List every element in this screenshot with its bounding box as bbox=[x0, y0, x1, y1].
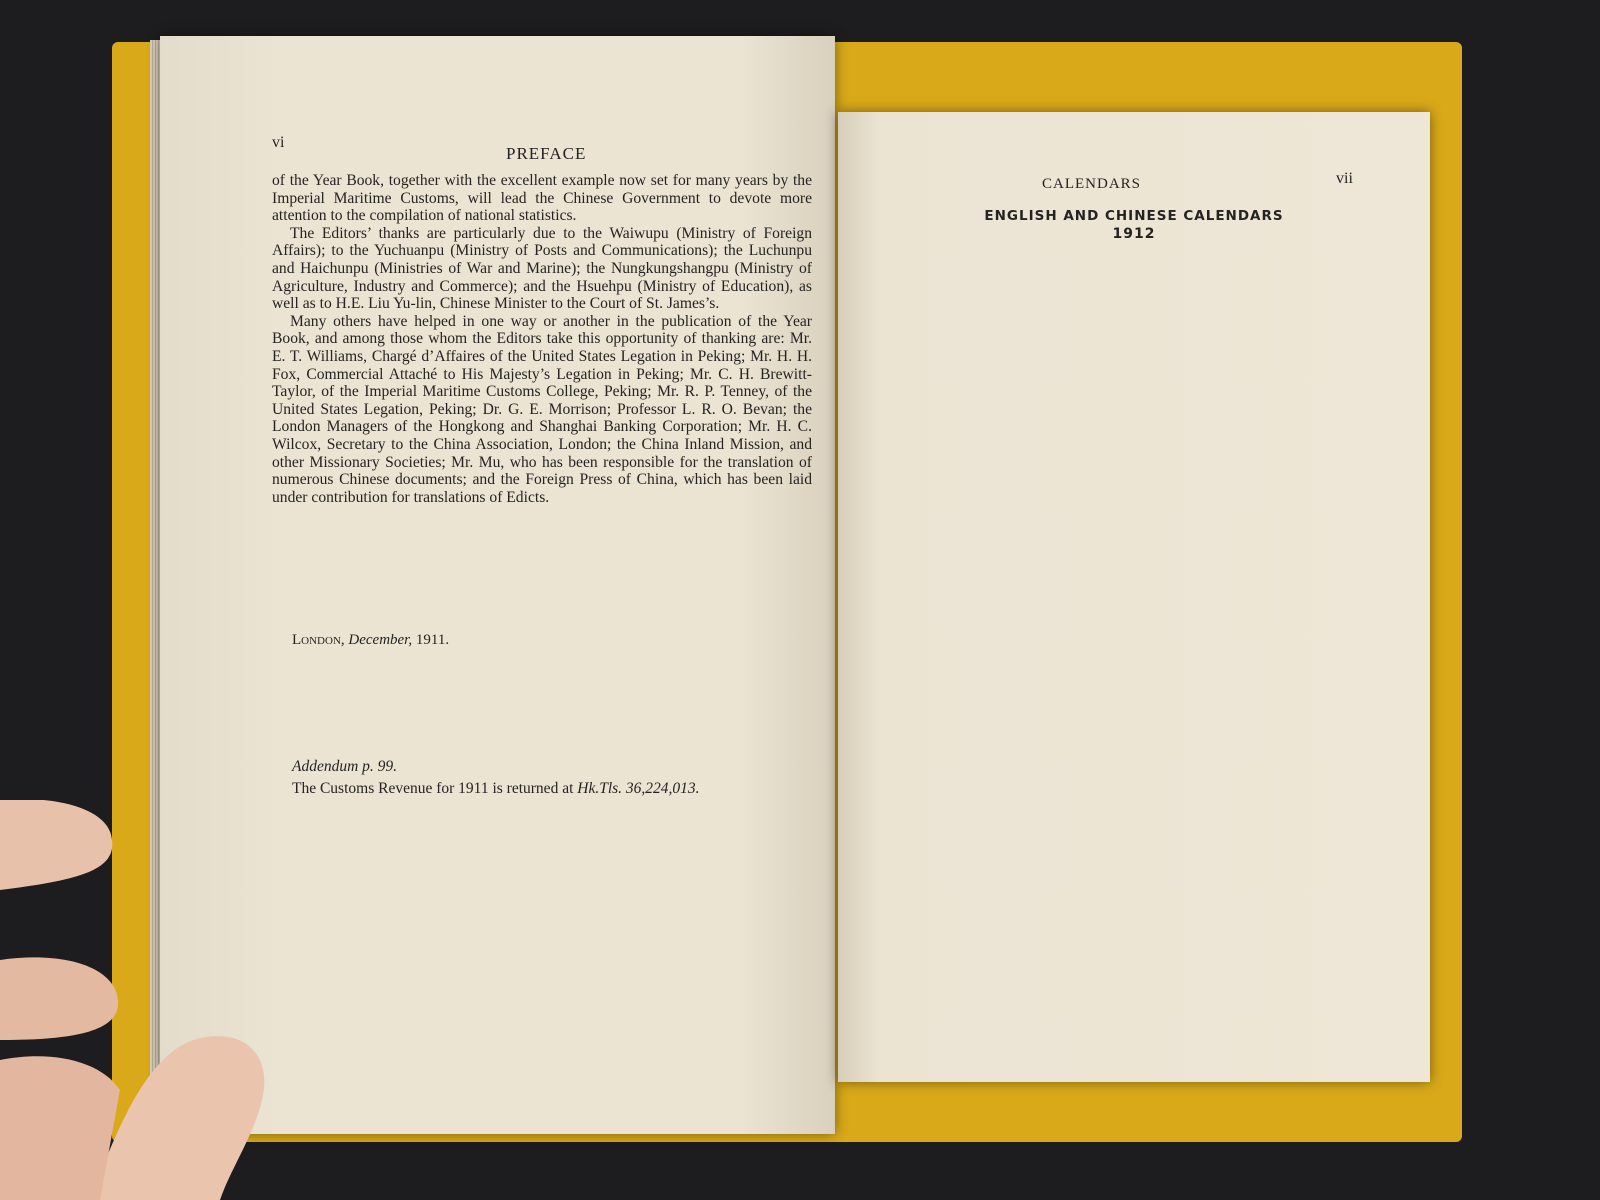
addendum-text-pre: The Customs Revenue for 1911 is returned at bbox=[292, 780, 578, 797]
signoff bbox=[292, 632, 449, 649]
preface-text bbox=[272, 172, 812, 506]
calendar-year: 1912 bbox=[1112, 226, 1156, 242]
left-running-head: PREFACE bbox=[506, 144, 587, 163]
hand bbox=[0, 800, 270, 1200]
signoff-year: 1911. bbox=[415, 632, 450, 648]
signoff-date: December, bbox=[348, 632, 413, 648]
preface-paragraph: The Editors’ thanks are particularly due to the Waiwupu (Ministry of Foreign Affairs); to the Yuchuanpu (Ministry of Posts and Communications); the Luchunpu and Haichunpu (Ministries of War and Marine); the Nungkungshangpu (Ministry of Agriculture, Industry and Commerce); and the Hsuehpu (Ministry of Education), as well as to H.E. Liu Yu-lin, Chinese Minister to the Court of St. James’s. bbox=[272, 224, 812, 313]
right-running-head: CALENDARS bbox=[1042, 176, 1142, 192]
right-page bbox=[838, 112, 1430, 1082]
signoff-place: London, bbox=[292, 632, 345, 648]
right-folio: vii bbox=[1336, 170, 1353, 187]
addendum-text bbox=[292, 780, 700, 798]
preface-paragraph: of the Year Book, together with the excellent example now set for many years by the Imperial Maritime Customs, will lead the Chinese Government to devote more attention to the compilation of national statistics. bbox=[272, 172, 812, 225]
addendum-amount: Hk.Tls. 36,224,013. bbox=[577, 780, 700, 797]
preface-paragraph: Many others have helped in one way or another in the publication of the Year Book, and among those whom the Editors take this opportunity of thanking are: Mr. E. T. Williams, Chargé d’Affaires of the United States Legation in Peking; Mr. H. H. Fox, Commercial Attaché to His Majesty’s Legation in Peking; Mr. C. H. Brewitt-Taylor, of the Imperial Maritime Customs College, Peking; Mr. R. P. Tenney, of the United States Legation, Peking; Dr. G. E. Morrison; Professor L. R. O. Bevan; the London Managers of the Hongkong and Shanghai Banking Corporation; Mr. H. C. Wilcox, Secretary to the China Association, London; the China Inland Mission, and other Missionary Societies; Mr. Mu, who has been responsible for the translation of numerous Chinese documents; and the Foreign Press of China, which has been laid under contribution for translations of Edicts. bbox=[272, 312, 812, 506]
calendar-title: ENGLISH AND CHINESE CALENDARS bbox=[984, 208, 1284, 224]
addendum-label: Addendum p. 99. bbox=[292, 758, 398, 775]
calendar-table bbox=[842, 244, 1402, 1064]
left-folio: vi bbox=[272, 134, 285, 151]
